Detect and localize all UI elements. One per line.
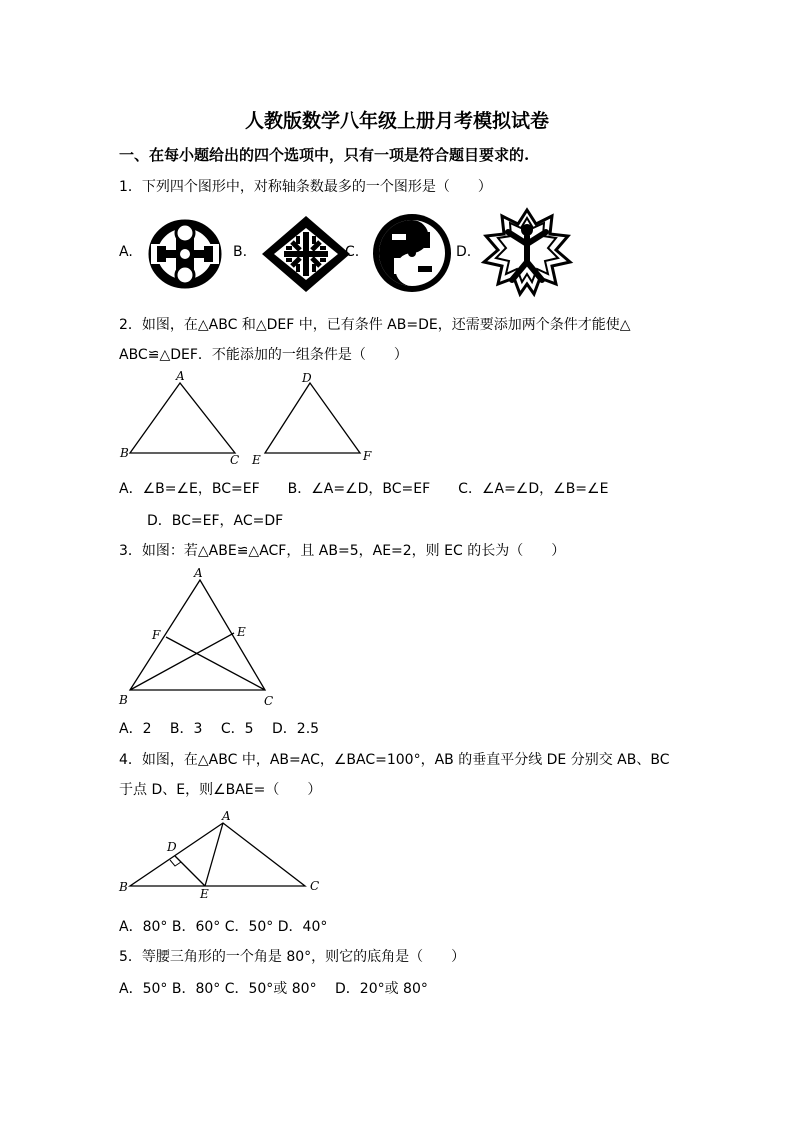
q3-triangle-figure (115, 565, 285, 705)
question-2-options-line2: D．BC=EF，AC=DF (147, 513, 284, 529)
q2-point-f: F (363, 449, 372, 463)
symbol-a-image (145, 216, 225, 292)
q3-point-a: A (194, 566, 203, 580)
symbol-c-image (370, 212, 454, 294)
question-1-text: 1．下列四个图形中，对称轴条数最多的一个图形是（ ） (119, 179, 492, 195)
q1-option-c-label: C. (345, 244, 360, 260)
q3-point-c: C (264, 694, 274, 708)
question-3-options: A．2 B．3 C．5 D．2.5 (119, 721, 320, 737)
question-5-options: A．50° B．80° C．50°或 80° D．20°或 80° (119, 981, 428, 997)
question-2-text-line1: 2．如图，在△ABC 和△DEF 中，已有条件 AB=DE，还需要添加两个条件才能使△ (119, 317, 631, 333)
q4-point-c: C (310, 879, 320, 893)
q4-point-d: D (167, 840, 177, 854)
q3-point-e: E (237, 625, 246, 639)
q2-triangle-figure (115, 368, 385, 468)
triangle-abc (130, 383, 235, 453)
q2-point-b: B (120, 446, 129, 460)
symbol-d-image (480, 206, 574, 298)
q3-point-f: F (152, 628, 161, 642)
q2-point-c: C (230, 453, 240, 467)
q4-point-a: A (222, 809, 231, 823)
section-heading: 一、在每小题给出的四个选项中，只有一项是符合题目要求的. (119, 146, 530, 164)
triangle-abc (130, 823, 305, 886)
q4-point-e: E (200, 887, 209, 901)
question-5-text: 5．等腰三角形的一个角是 80°，则它的底角是（ ） (119, 949, 466, 965)
symbol-b-image (258, 214, 354, 294)
q4-point-b: B (119, 880, 128, 894)
q1-option-a-label: A. (119, 244, 133, 260)
question-4-text-line2: 于点 D、E，则∠BAE=（ ） (119, 782, 322, 798)
q1-option-d-label: D. (456, 244, 472, 260)
q2-point-a: A (176, 369, 185, 383)
q3-point-b: B (119, 693, 128, 707)
page-title: 人教版数学八年级上册月考模拟试卷 (244, 110, 549, 132)
q1-option-b-label: B. (233, 244, 248, 260)
question-3-text: 3．如图：若△ABE≌△ACF，且 AB=5，AE=2，则 EC 的长为（ ） (119, 543, 566, 559)
triangle-def (265, 383, 360, 453)
question-4-options: A．80° B．60° C．50° D．40° (119, 919, 328, 935)
question-4-text-line1: 4．如图，在△ABC 中，AB=AC，∠BAC=100°，AB 的垂直平分线 DE 分别交 AB、BC (119, 752, 670, 768)
q2-point-e: E (252, 453, 261, 467)
question-2-options-line1: A．∠B=∠E，BC=EF B．∠A=∠D，BC=EF C．∠A=∠D，∠B=∠E (119, 481, 609, 497)
q2-point-d: D (302, 371, 312, 385)
question-2-text-line2: ABC≌△DEF．不能添加的一组条件是（ ） (119, 347, 408, 363)
